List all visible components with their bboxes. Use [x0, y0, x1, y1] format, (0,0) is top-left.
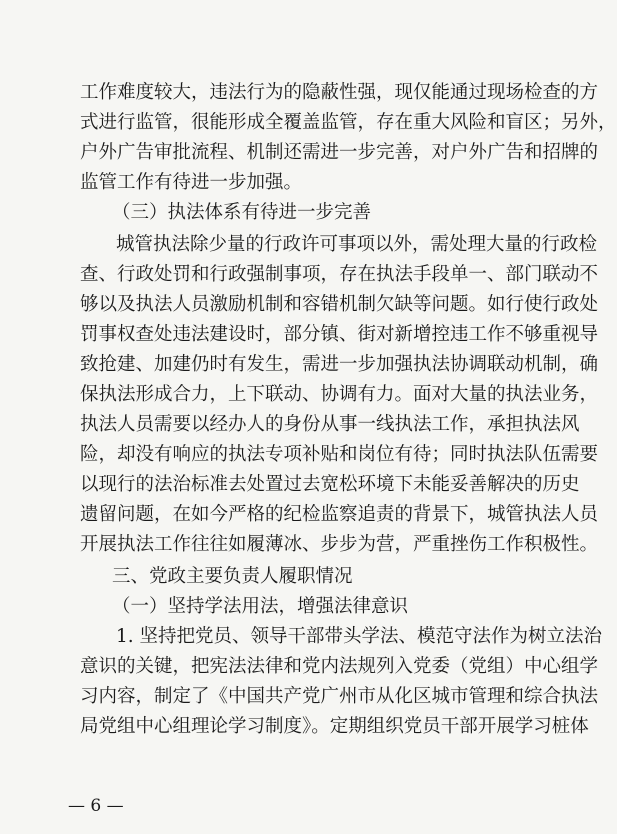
text-line: 遗留问题，在如今严格的纪检监察追责的背景下，城管执法人员: [80, 504, 599, 525]
text-line: 查、行政处罚和行政强制事项，存在执法手段单一、部门联动不: [80, 264, 599, 285]
text-line: 工作难度较大，违法行为的隐蔽性强，现仅能通过现场检查的方: [80, 82, 599, 103]
text-line: 以现行的法治标准去处置过去宽松环境下未能妥善解决的历史: [80, 474, 580, 495]
text-line: 罚事权查处违法建设时，部分镇、街对新增控违工作不够重视导: [80, 324, 599, 345]
section-heading: （三）执法体系有待进一步完善: [112, 202, 372, 223]
subsection-heading: （一）坚持学法用法，增强法律意识: [112, 596, 409, 617]
chapter-heading: 三、党政主要负责人履职情况: [112, 566, 353, 587]
text-line: 式进行监管，很能形成全覆盖监管，存在重大风险和盲区；另外，: [80, 112, 617, 133]
text-line: 够以及执法人员激励机制和容错机制欠缺等问题。如行使行政处: [80, 294, 599, 315]
text-line: 开展执法工作往往如履薄冰、步步为营，严重挫伤工作积极性。: [80, 534, 599, 555]
text-line: 1. 坚持把党员、领导干部带头学法、模范守法作为树立法治: [116, 626, 603, 647]
text-line: 习内容，制定了《中国共产党广州市从化区城市管理和综合执法: [80, 686, 599, 707]
text-line: 监管工作有待进一步加强。: [80, 172, 303, 193]
text-line: 致抢建、加建仍时有发生，需进一步加强执法协调联动机制，确: [80, 354, 599, 375]
text-line: 险，却没有响应的执法专项补贴和岗位有待；同时执法队伍需要: [80, 444, 599, 465]
text-line: 意识的关键，把宪法法律和党内法规列入党委（党组）中心组学: [80, 656, 599, 677]
text-line: 局党组中心组理论学习制度》。定期组织党员干部开展学习桩体: [80, 716, 589, 737]
text-line: 保执法形成合力，上下联动、协调有力。面对大量的执法业务，: [80, 384, 599, 405]
page-number: — 6 —: [68, 796, 124, 816]
text-line: 城管执法除少量的行政许可事项以外，需处理大量的行政检: [116, 234, 598, 255]
text-line: 执法人员需要以经办人的身份从事一线执法工作，承担执法风: [80, 414, 580, 435]
text-line: 户外广告审批流程、机制还需进一步完善，对户外广告和招牌的: [80, 142, 599, 163]
